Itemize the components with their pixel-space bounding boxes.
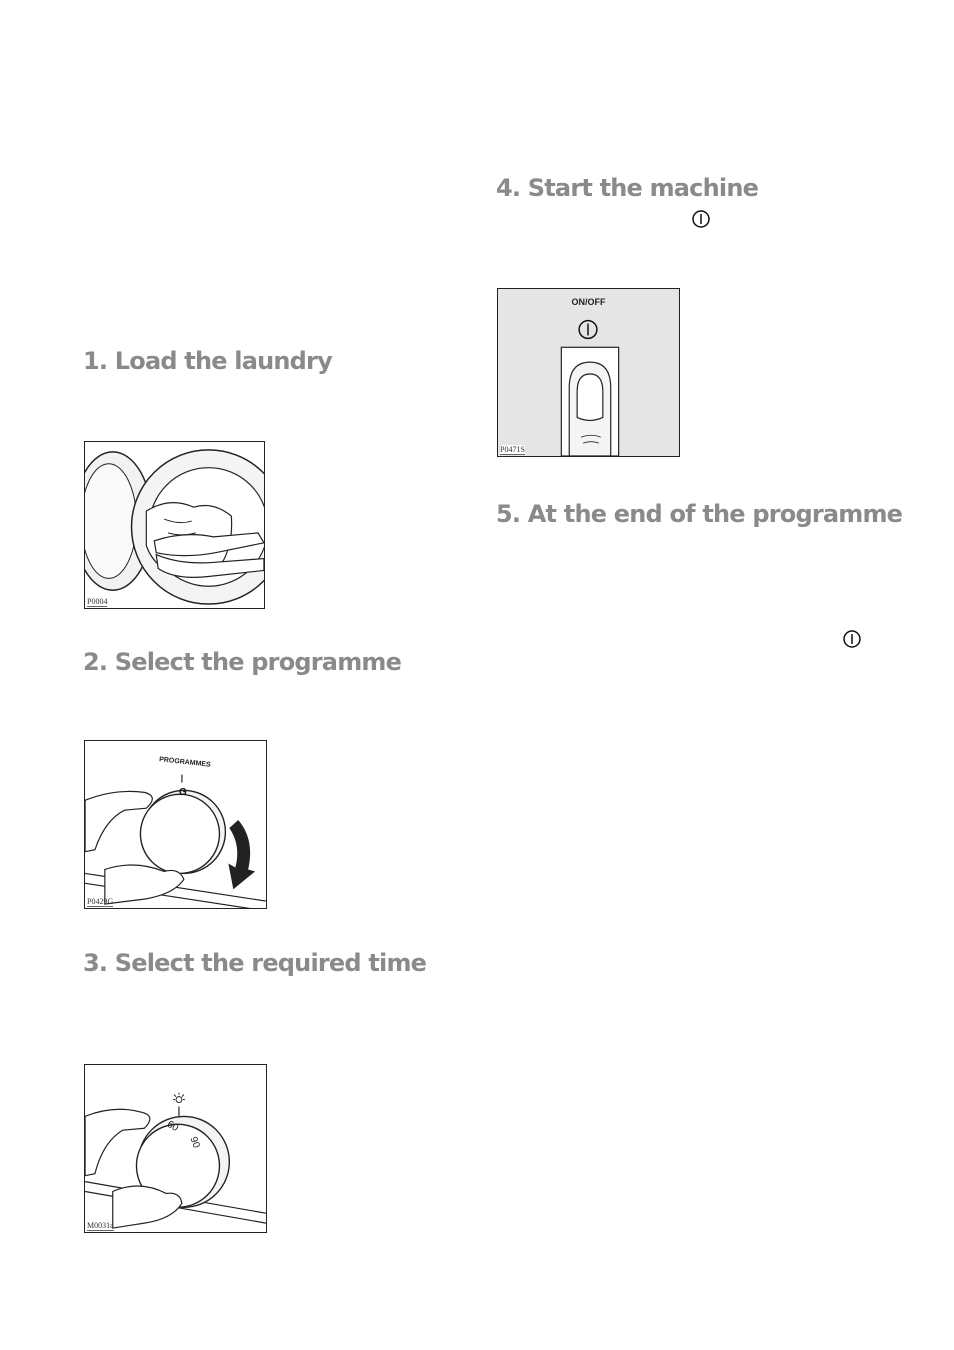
figure-code: P0471S [500, 445, 525, 454]
time-dial-illustration [84, 1064, 267, 1233]
step-1-heading: 1. Load the laundry [83, 347, 332, 375]
on-off-button-illustration [497, 288, 680, 457]
figure-code: M0031a [87, 1221, 114, 1230]
step-5-heading: 5. At the end of the programme [496, 500, 903, 528]
finger-press-button-icon [498, 289, 679, 456]
time-mark-60: 60 [164, 1118, 181, 1135]
step-3-heading: 3. Select the required time [83, 949, 427, 977]
figure-code: P0004 [87, 597, 108, 606]
washing-machine-drum-icon [85, 442, 264, 608]
load-laundry-illustration [84, 441, 265, 609]
programme-dial-icon [85, 741, 266, 908]
step-4-heading: 4. Start the machine [496, 174, 759, 202]
programme-dial-illustration [84, 740, 267, 909]
time-dial-icon [85, 1065, 266, 1232]
power-on-off-icon [692, 210, 710, 228]
time-mark-90: 90 [187, 1135, 202, 1150]
figure-code: P0429G [87, 897, 114, 906]
dial-programmes-label: PROGRAMMES [158, 756, 211, 769]
light-icon [173, 1093, 185, 1103]
power-on-off-icon [843, 630, 861, 648]
dial-programme-letter: G [179, 787, 187, 798]
step-2-heading: 2. Select the programme [83, 648, 402, 676]
panel-on-off-label: ON/OFF [571, 297, 606, 307]
